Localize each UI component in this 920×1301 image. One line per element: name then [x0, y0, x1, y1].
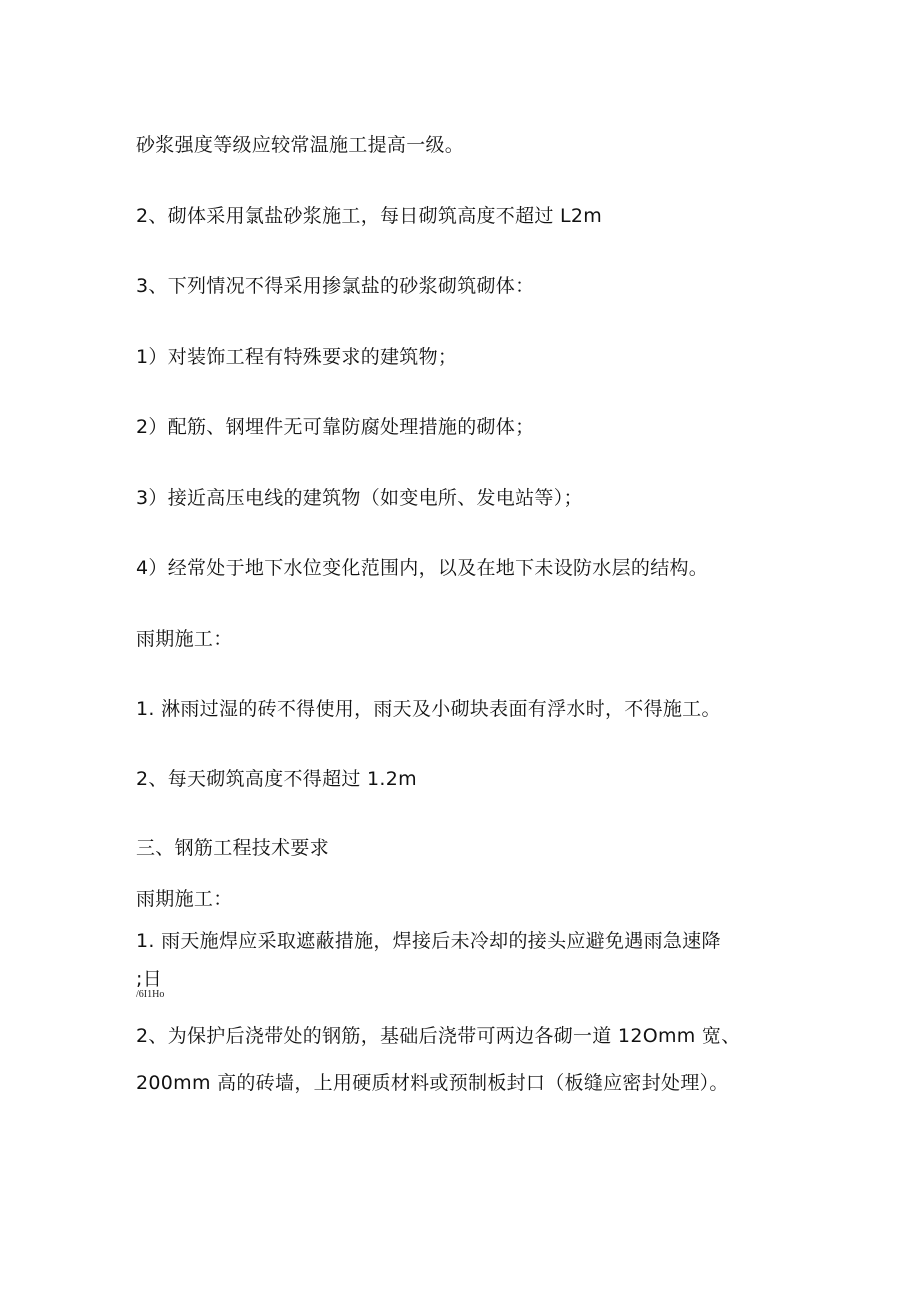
text-line-chloride-mortar: 2、砌体采用氯盐砂浆施工，每日砌筑高度不超过 L2m [136, 205, 603, 227]
text-line-case-4: 4）经常处于地下水位变化范围内，以及在地下未设防水层的结构。 [136, 557, 709, 579]
section-heading-rainy-construction-2: 雨期施工： [136, 888, 233, 910]
text-line-welding: 1. 雨天施焊应采取遮蔽措施，焊接后未冷却的接头应避免遇雨急速降 [136, 930, 721, 952]
text-line-daily-height: 2、每天砌筑高度不得超过 1.2m [136, 768, 417, 790]
text-line-case-2: 2）配筋、钢埋件无可靠防腐处理措施的砌体； [136, 416, 535, 438]
text-line-case-3: 3）接近高压电线的建筑物（如变电所、发电站等）； [136, 487, 583, 509]
section-heading-rainy-construction: 雨期施工： [136, 628, 233, 650]
text-line-mortar-strength: 砂浆强度等级应较常温施工提高一级。 [136, 134, 465, 156]
text-line-post-pour-strip: 2、为保护后浇带处的钢筋，基础后浇带可两边各砌一道 12Omm 宽、 [136, 1025, 741, 1047]
text-line-prohibited-cases: 3、下列情况不得采用掺氯盐的砂浆砌筑砌体： [136, 275, 535, 297]
text-line-brick-wall: 200mm 高的砖墙，上用硬质材料或预制板封口（板缝应密封处理）。 [136, 1072, 729, 1094]
section-heading-rebar-requirements: 三、钢筋工程技术要求 [136, 837, 330, 859]
text-line-wet-bricks: 1. 淋雨过湿的砖不得使用，雨天及小砌块表面有浮水时，不得施工。 [136, 698, 721, 720]
text-line-fragment: ;日 [136, 968, 163, 990]
small-note-text: /6I1Ho [136, 989, 165, 1000]
text-line-case-1: 1）对装饰工程有特殊要求的建筑物； [136, 346, 458, 368]
